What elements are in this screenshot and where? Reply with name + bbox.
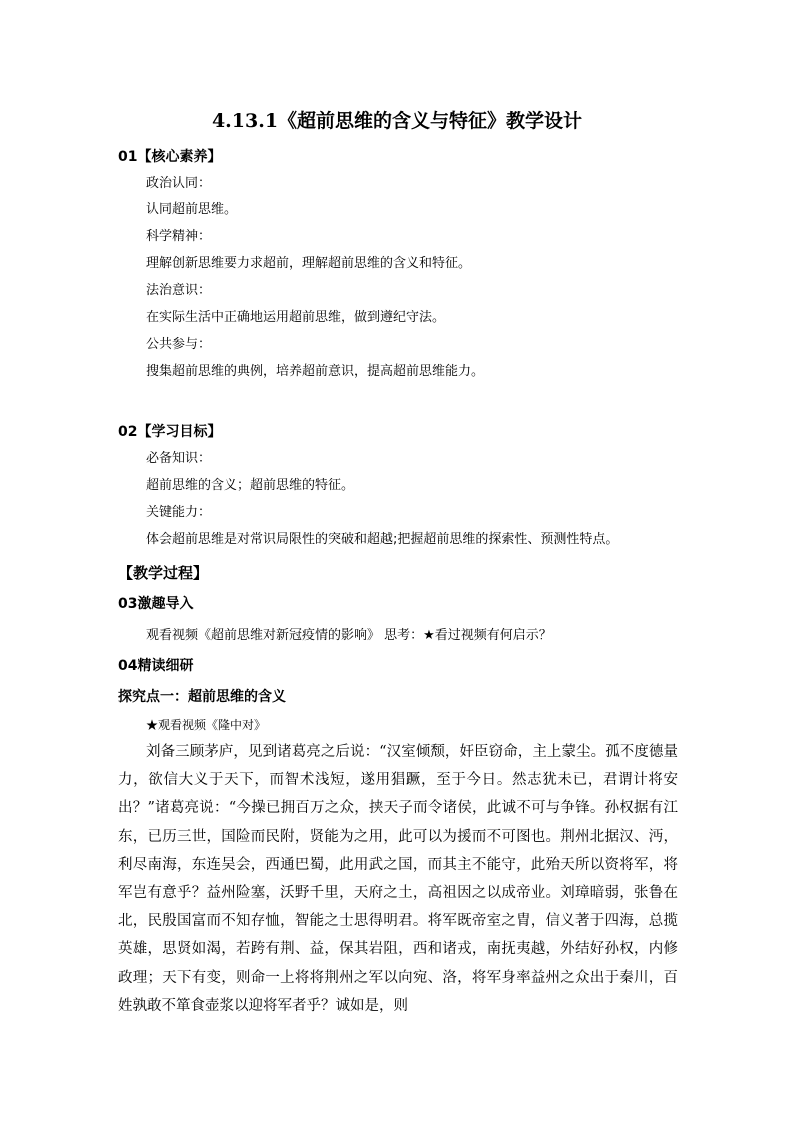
list-item: 认同超前思维。 xyxy=(146,202,238,217)
list-item: 科学精神： xyxy=(146,229,212,244)
section-heading-teaching-process: 【教学过程】 xyxy=(118,564,209,582)
passage-paragraph: 刘备三顾茅庐，见到诸葛亮之后说：“汉室倾颓，奸臣窃命，主上蒙尘。孤不度德量力，欲信大义于天下，而智术浅短，遂用猖蹶，至于今日。然志犹未已，君谓计将安出？”诸葛亮说：“今操已拥百万之众，挟天子而令诸侯，此诚不可与争锋。孙权据有江东，已历三世，国险而民附，贤能为之用，此可以为援而不可图也。荆州北据汉、沔，利尽南海，东连吴会，西通巴蜀，此用武之国，而其主不能守，此殆天所以资将军，将军岂有意乎？益州险塞，沃野千里，天府之土，高祖因之以成帝业。刘璋暗弱，张鲁在北，民殷国富而不知存恤，智能之士思得明君。将军既帝室之胄，信义著于四海，总揽英雄，思贤如渴，若跨有荆、益，保其岩阻，西和诸戎，南抚夷越，外结好孙权，内修政理；天下有变，则命一上将将荆州之军以向宛、洛，将军身率益州之众出于秦川，百姓孰敢不箪食壶浆以迎将军者乎？诚如是，则 xyxy=(118,744,678,1014)
section-heading-close-reading: 04精读细研 xyxy=(118,658,194,674)
section-heading-intro: 03激趣导入 xyxy=(118,596,194,612)
list-item: 理解创新思维要力求超前，理解超前思维的含义和特征。 xyxy=(146,256,472,271)
list-item: 搜集超前思维的典例，培养超前意识，提高超前思维能力。 xyxy=(146,364,485,379)
section-heading-core-literacy: 01【核心素养】 xyxy=(118,149,222,165)
page-title: 4.13.1《超前思维的含义与特征》教学设计 xyxy=(211,110,583,132)
list-item: 法治意识： xyxy=(146,283,212,298)
section-heading-learning-goals: 02【学习目标】 xyxy=(118,424,222,440)
list-item: 公共参与： xyxy=(146,337,212,352)
list-item: 关键能力： xyxy=(146,505,212,520)
section-heading-point-one: 探究点一：超前思维的含义 xyxy=(118,689,286,705)
list-item: 体会超前思维是对常识局限性的突破和超越;把握超前思维的探索性、预测性特点。 xyxy=(146,532,619,547)
list-item: 必备知识： xyxy=(146,451,212,466)
video-note: ★观看视频《隆中对》 xyxy=(146,718,267,732)
list-item: 政治认同： xyxy=(146,176,212,191)
list-item: 在实际生活中正确地运用超前思维，做到遵纪守法。 xyxy=(146,310,446,325)
list-item: 超前思维的含义；超前思维的特征。 xyxy=(146,478,355,493)
intro-text: 观看视频《超前思维对新冠疫情的影响》 思考：★看过视频有何启示？ xyxy=(146,628,552,643)
